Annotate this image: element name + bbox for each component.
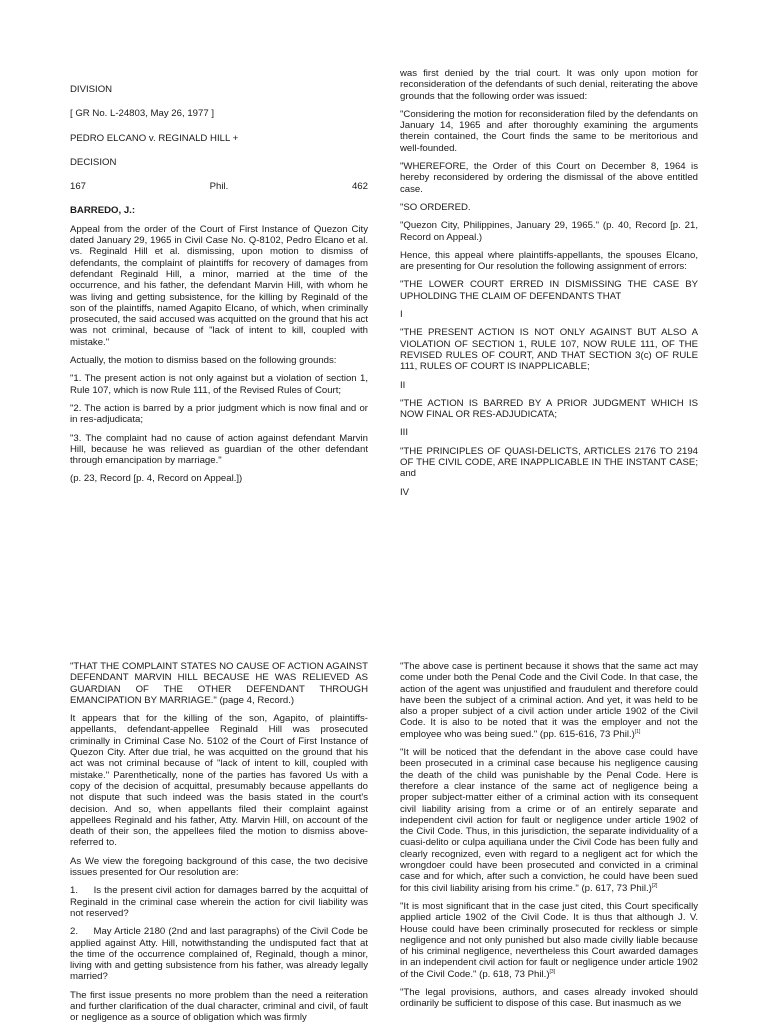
quote-paragraph: [400, 901, 698, 980]
column-upper-left: [70, 84, 368, 492]
paragraph: "3. The complaint had no cause of action against defendant Marvin Hill, because he was relieved as guardian of the other defendant through emancipation by marriage.": [70, 432, 368, 467]
paragraph: Hence, this appeal where plaintiffs-appellants, the spouses Elcano, are presenting for Our resolution the following assignment of errors:: [400, 249, 698, 273]
paragraph: "1. The present action is not only against but a violation of section 1, Rule 107, which is now Rule 111, of the Revised Rules of Court;: [70, 373, 368, 396]
case-title: PEDRO ELCANO v. REGINALD HILL +: [70, 132, 239, 144]
roman-numeral: II: [400, 379, 406, 391]
paragraph-text: "It will be noticed that the defendant in the above case could have been prosecuted in a criminal case because his negligence causing the death of the child was punishable by the Penal Code. Here is therefore a clear instance of the same act of negligence being a proper subject-matter either of a criminal action with its consequent civil liability arising from a crime or of an entirely separate and independent civil action for fault or negligence under article 1902 of the Civil Code. Thus, in this jurisdiction, the separate individuality of a cuasi-delito or culpa aquiliana under the Civil Code has been fully and clearly recognized, even with regard to a negligent act for which the wrongdoer could have been prosecuted and convicted in a criminal case and for which, after such a conviction, he could have been sued for this civil liability arising from his crime." (p. 617, 73 Phil.): [400, 747, 698, 894]
decision-heading: DECISION: [70, 156, 117, 168]
paragraph: Actually, the motion to dismiss based on the following grounds:: [70, 355, 337, 367]
roman-numeral: IV: [400, 486, 410, 498]
paragraph: "2. The action is barred by a prior judgment which is now final and or in res-adjudicata;: [70, 402, 368, 426]
paragraph: As We view the foregoing background of this case, the two decisive issues presented for Our resolution are:: [70, 855, 368, 879]
issue-item: 2. May Article 2180 (2nd and last paragraphs) of the Civil Code be applied against Atty. Hill, notwithstanding the undisputed fact that at the time of the occurrence complained of, Reginald, though a minor, living with and getting subsistence from his father, was already legally married?: [70, 926, 371, 983]
quote-paragraph: [400, 747, 698, 894]
paragraph: "Considering the motion for reconsideration filed by the defendants on January 14, 1965 and after thoroughly examining the arguments therein contained, the Court finds the same to be meritorious and well-founded.: [400, 108, 698, 154]
roman-numeral: I: [400, 309, 403, 321]
paragraph: "WHEREFORE, the Order of this Court on December 8, 1964 is hereby reconsidered by ordering the dismissal of the above entitled case.: [400, 161, 698, 195]
citation-page: 462: [351, 181, 368, 193]
citation-volume: 167: [70, 181, 87, 193]
paragraph-text: "The above case is pertinent because it shows that the same act may come under both the Penal Code and the Civil Code. In that case, the action of the agent was unjustified and fraudulent and therefore could have been the subject of a criminal action. And yet, it was held to be also a proper subject of a civil action under article 1902 of the Civil Code. It is also to be noted that it was the employer and not the employee who was being sued." (pp. 615-616, 73 Phil.): [400, 661, 698, 740]
paragraph: The first issue presents no more problem than the need a reiteration and further clarification of the dual character, criminal and civil, of fault or negligence as a source of obligation which was firmly: [70, 989, 368, 1024]
paragraph: It appears that for the killing of the son, Agapito, of plaintiffs-appellants, defendant-appellee Reginald Hill was prosecuted criminally in Criminal Case No. 5102 of the Court of First Instance of Quezon City. After due trial, he was acquitted on the ground that his act was not criminal because of "lack of intent to kill, coupled with mistake." Parenthetically, none of the parties has favored Us with a copy of the decision of acquittal, presumably because appellants do not dispute that such indeed was the basis stated in the court's decision. And so, when appellants filed their complaint against appellees Reginald and his father, Atty. Marvin Hill, on account of the death of their son, the appellees filed the motion to dismiss above-referred to.: [70, 713, 368, 849]
paragraph: "THE PRINCIPLES OF QUASI-DELICTS, ARTICLES 2176 TO 2194 OF THE CIVIL CODE, ARE INAPPLICABLE IN THE INSTANT CASE; and: [400, 445, 698, 480]
citation-reporter: Phil.: [209, 181, 229, 193]
case-number: [ GR No. L-24803, May 26, 1977 ]: [70, 108, 214, 120]
paragraph: was first denied by the trial court. It was only upon motion for reconsideration of the defendants of such denial, reiterating the above grounds that the following order was issued:: [400, 68, 698, 102]
issue-item: 1. Is the present civil action for damages barred by the acquittal of Reginald in the criminal case wherein the action for civil liability was not reserved?: [70, 885, 371, 919]
paragraph: "THE ACTION IS BARRED BY A PRIOR JUDGMENT WHICH IS NOW FINAL OR RES-ADJUDICATA;: [400, 397, 698, 421]
paragraph: "THE PRESENT ACTION IS NOT ONLY AGAINST BUT ALSO A VIOLATION OF SECTION 1, RULE 107, NOW RULE 111, OF THE REVISED RULES OF COURT, AND THAT SECTION 3(c) OF RULE 111, RULES OF COURT IS INAPPLICABLE;: [400, 327, 698, 373]
division-heading: DIVISION: [70, 84, 113, 95]
quote-paragraph: "The legal provisions, authors, and cases already invoked should ordinarily be sufficient to dispose of this case. But inasmuch as we: [400, 987, 698, 1010]
paragraph: Appeal from the order of the Court of First Instance of Quezon City dated January 29, 1965 in Civil Case No. Q-8102, Pedro Elcano et al. vs. Reginald Hill et al. dismissing, upon motion to dismiss of defendants, the complaint of plaintiffs for recovery of damages from defendant Reginald Hill, a minor, married at the time of the occurrence, and his father, the defendant Marvin Hill, with whom he was living and getting subsistence, for the killing by Reginald of the son of the plaintiffs, named Agapito Elcano, of which, when criminally prosecuted, the said accused was acquitted on the ground that his act was not criminal, because of "lack of intent to kill, coupled with mistake.": [70, 223, 368, 348]
paragraph-text: "It is most significant that in the case just cited, this Court specifically applied article 1902 of the Civil Code. It is thus that although J. V. House could have been criminally prosecuted for reckless or simple negligence and not only punished but also made civilly liable because of his criminal negligence, nevertheless this Court awarded damages in an independent civil action for fault or negligence under article 1902 of the Civil Code." (p. 618, 73 Phil.): [400, 900, 698, 980]
paragraph: "Quezon City, Philippines, January 29, 1965." (p. 40, Record [p. 21, Record on Appeal.): [400, 220, 698, 243]
paragraph: "THE LOWER COURT ERRED IN DISMISSING THE CASE BY UPHOLDING THE CLAIM OF DEFENDANTS THAT: [400, 279, 698, 302]
column-upper-right: [400, 68, 698, 505]
footnote-ref[interactable]: [3]: [549, 968, 556, 975]
footnote-ref[interactable]: [2]: [651, 882, 658, 889]
footnote-ref[interactable]: [1]: [634, 728, 641, 735]
paragraph: (p. 23, Record [p. 4, Record on Appeal.]): [70, 473, 243, 485]
column-lower-left: [70, 661, 371, 1031]
ponente: BARREDO, J.:: [70, 205, 136, 217]
quote-paragraph: [400, 661, 698, 740]
paragraph: "THAT THE COMPLAINT STATES NO CAUSE OF ACTION AGAINST DEFENDANT MARVIN HILL BECAUSE HE WAS RELIEVED AS GUARDIAN OF THE OTHER DEFENDANT THROUGH EMANCIPATION BY MARRIAGE." (page 4, Record.): [70, 661, 368, 706]
reporter-citation: [70, 181, 368, 192]
roman-numeral: III: [400, 427, 408, 439]
paragraph: "SO ORDERED.: [400, 201, 471, 213]
column-lower-right: [400, 661, 698, 1017]
